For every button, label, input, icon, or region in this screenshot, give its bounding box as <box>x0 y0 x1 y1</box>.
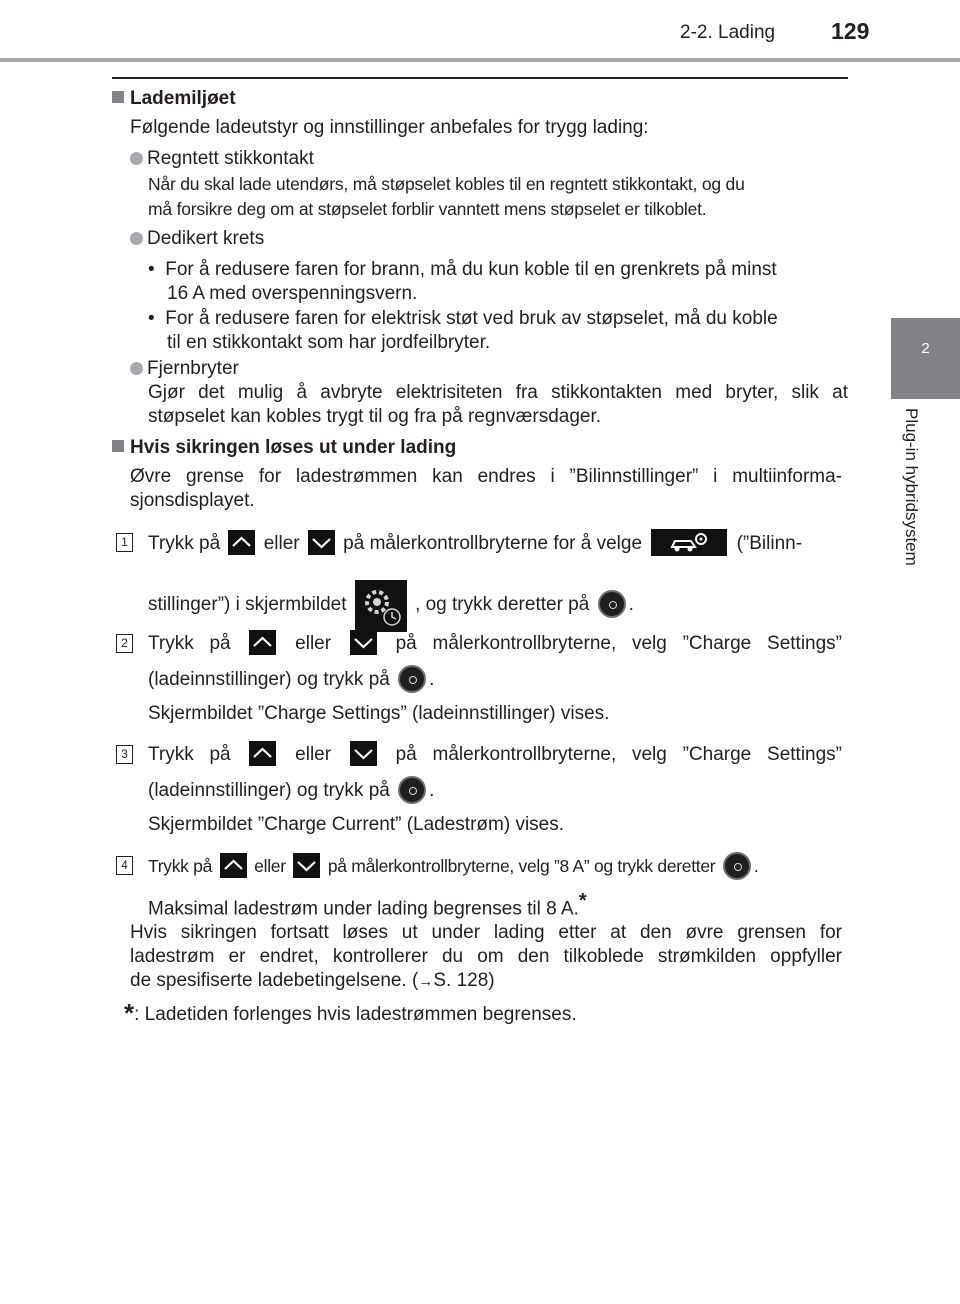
square-bullet-icon <box>112 91 124 103</box>
step1-line2: stillinger”) i skjermbildet , og trykk deretter på . <box>148 580 634 632</box>
footnote-marker: * <box>578 890 587 912</box>
section2-intro-line2: sjonsdisplayet. <box>130 490 255 511</box>
step2-line2: (ladeinnstillinger) og trykk på . <box>148 665 434 693</box>
closing-line3: de spesifiserte ladebetingelsene. (→S. 128) <box>130 970 495 991</box>
section-heading-lademiljo: Lademiljøet <box>112 88 236 110</box>
step3-result: Skjermbildet ”Charge Current” (Ladestrøm) vises. <box>148 814 565 835</box>
closing-line1: Hvis sikringen fortsatt løses ut under lading etter at den øvre grensen for <box>130 922 842 943</box>
step-number-2: 2 <box>116 634 133 653</box>
header-section-title: 2-2. Lading <box>680 22 776 43</box>
step-number-1: 1 <box>116 533 133 552</box>
step4-line2: Maksimal ladestrøm under lading begrenses til 8 A.* <box>148 890 587 920</box>
item1-desc-line1: Når du skal lade utendørs, må støpselet kobles til en regntett stikkontakt, og du <box>148 174 745 194</box>
square-bullet-icon <box>112 440 124 452</box>
sub-bullet-2-line2: til en stikkontakt som har jordfeilbryter. <box>167 332 491 353</box>
chapter-number: 2 <box>921 340 930 357</box>
chevron-up-icon <box>249 741 276 766</box>
step3-line1: Trykk på eller på målerkontrollbryterne, velg ”Charge Settings” <box>148 741 842 767</box>
footnote-asterisk: * <box>124 998 135 1028</box>
settings-screen-icon <box>355 580 407 632</box>
chapter-tab <box>891 318 960 399</box>
sub-bullet-1-line1: • For å redusere faren for brann, må du kun koble til en grenkrets på minst <box>148 259 777 280</box>
ok-button-icon <box>723 852 751 880</box>
ok-button-icon <box>398 665 426 693</box>
chevron-down-icon <box>308 530 335 555</box>
car-settings-icon <box>651 529 727 556</box>
ok-button-icon <box>598 590 626 618</box>
chapter-label: Plug-in hybridsystem <box>902 408 921 566</box>
step4-line1: Trykk på eller på målerkontrollbryterne, velg ”8 A” og trykk deretter . <box>148 852 848 880</box>
chevron-up-icon <box>228 530 255 555</box>
step1-line1: Trykk på eller på målerkontrollbryterne for å velge (”Bilinn- <box>148 529 848 556</box>
bullet-dot-icon <box>130 232 143 245</box>
sub-bullet-2-line1: • For å redusere faren for elektrisk støt ved bruk av støpselet, må du koble <box>148 308 778 329</box>
item3-desc-line2: støpselet kan kobles trygt til og fra på regnværsdager. <box>148 406 602 427</box>
chevron-down-icon <box>350 630 377 655</box>
header-rule <box>0 58 960 62</box>
chevron-up-icon <box>220 853 247 878</box>
bullet-dot-icon <box>130 362 143 375</box>
ok-button-icon <box>398 776 426 804</box>
list-item-dedikert: Dedikert krets <box>130 227 264 251</box>
bullet-dot-icon <box>130 152 143 165</box>
section1-intro: Følgende ladeutstyr og innstillinger anbefales for trygg lading: <box>130 117 649 138</box>
list-item-regntett: Regntett stikkontakt <box>130 147 314 171</box>
chevron-down-icon <box>293 853 320 878</box>
step-number-3: 3 <box>116 745 133 764</box>
chevron-up-icon <box>249 630 276 655</box>
step2-line1: Trykk på eller på målerkontrollbryterne, velg ”Charge Settings” <box>148 630 842 656</box>
chevron-down-icon <box>350 741 377 766</box>
sub-bullet-1-line2: 16 A med overspenningsvern. <box>167 283 418 304</box>
closing-line2: ladestrøm er endret, kontrollerer du om den tilkoblede strømkilden oppfyller <box>130 946 842 967</box>
step3-line2: (ladeinnstillinger) og trykk på . <box>148 776 434 804</box>
section-heading-sikring: Hvis sikringen løses ut under lading <box>112 437 456 459</box>
page-number: 129 <box>831 18 870 44</box>
item1-desc-line2: må forsikre deg om at støpselet forblir vanntett mens støpselet er tilkoblet. <box>148 199 707 219</box>
content-rule <box>112 77 848 79</box>
step2-result: Skjermbildet ”Charge Settings” (ladeinnstillinger) vises. <box>148 703 610 724</box>
footnote: *: Ladetiden forlenges hvis ladestrømmen begrenses. <box>124 998 577 1028</box>
section2-intro-line1: Øvre grense for ladestrømmen kan endres i ”Bilinnstillinger” i multiinforma- <box>130 466 842 487</box>
step-number-4: 4 <box>116 856 133 875</box>
list-item-fjernbryter: Fjernbryter <box>130 357 239 381</box>
arrow-right-icon: → <box>418 973 434 990</box>
item3-desc-line1: Gjør det mulig å avbryte elektrisiteten fra stikkontakten med bryter, slik at <box>148 382 848 403</box>
